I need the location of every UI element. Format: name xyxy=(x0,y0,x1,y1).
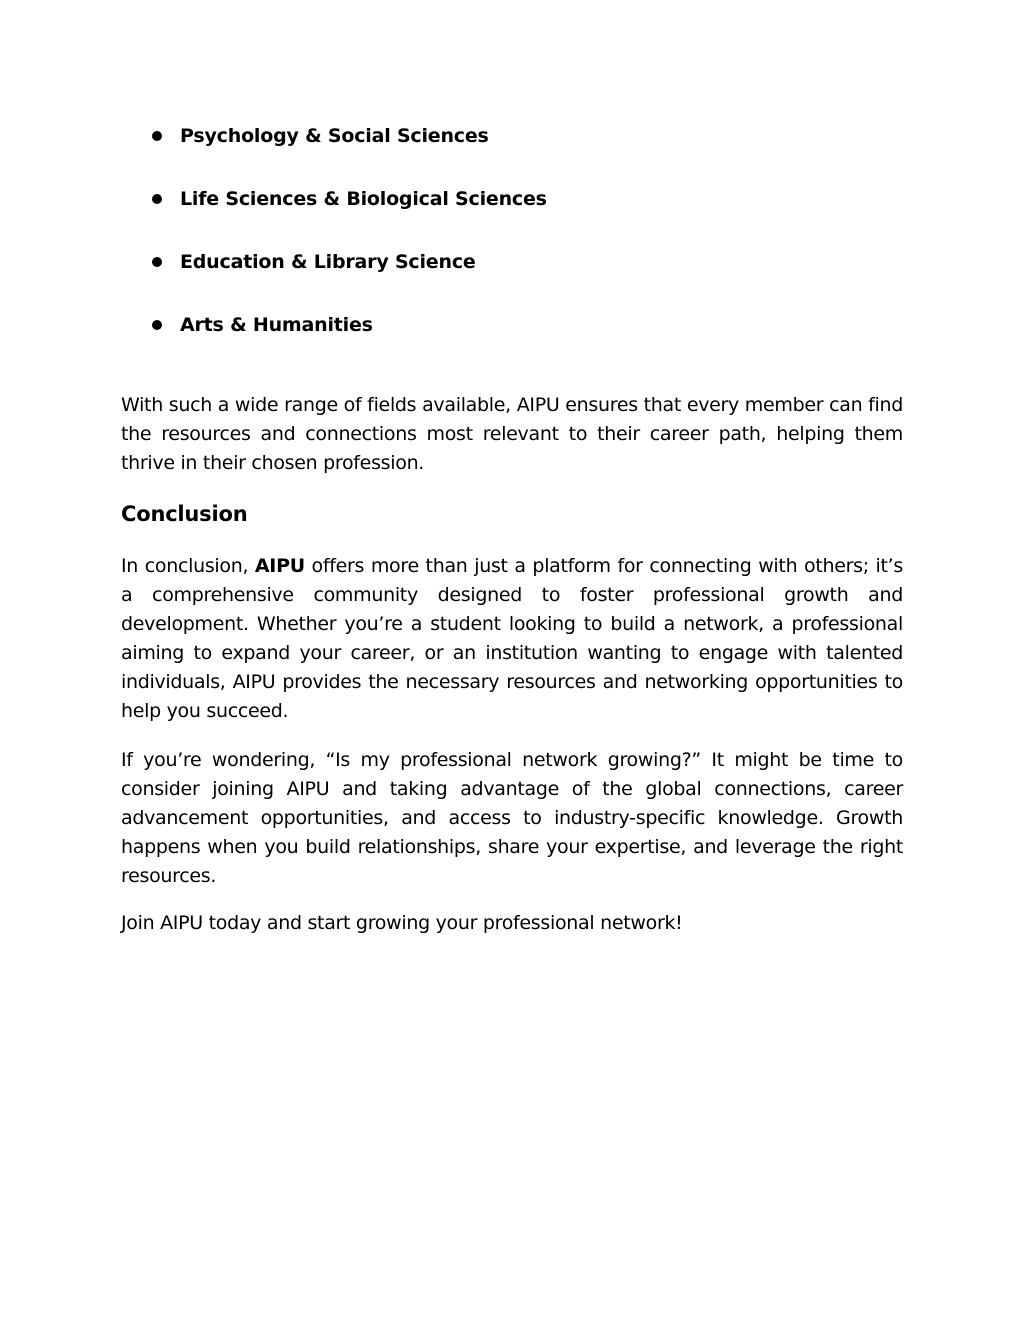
bullet-icon xyxy=(152,257,162,267)
conclusion-paragraph xyxy=(121,552,903,726)
bullet-icon xyxy=(152,131,162,141)
conclusion-prefix: In conclusion, xyxy=(121,555,255,577)
conclusion-heading: Conclusion xyxy=(121,502,248,526)
bullet-icon xyxy=(152,320,162,330)
fields-bullet-list xyxy=(152,122,547,374)
list-item xyxy=(152,311,547,339)
wondering-paragraph: If you’re wondering, “Is my professional network growing?” It might be time to consider joining AIPU and taking advantage of the global connections, career advancement opportunities, and access to industry-specific knowledge. Growth happens when you build relationships, share your expertise, and leverage the right resources. xyxy=(121,749,903,887)
bullet-label: Life Sciences & Biological Sciences xyxy=(180,188,547,210)
list-item xyxy=(152,248,547,276)
conclusion-rest: offers more than just a platform for connecting with others; it’s a comprehensive community designed to foster professional growth and development. Whether you’re a student looking to build a network, a professional aiming to expand your career, or an institution wanting to engage with talented individuals, AIPU provides the necessary resources and networking opportunities to help you succeed. xyxy=(121,555,903,722)
bullet-label: Psychology & Social Sciences xyxy=(180,125,489,147)
fields-paragraph: With such a wide range of fields available, AIPU ensures that every member can find the resources and connections most relevant to their career path, helping them thrive in their chosen profession. xyxy=(121,394,903,474)
bullet-label: Education & Library Science xyxy=(180,251,476,273)
list-item xyxy=(152,185,547,213)
bullet-label: Arts & Humanities xyxy=(180,314,373,336)
list-item xyxy=(152,122,547,150)
join-paragraph: Join AIPU today and start growing your professional network! xyxy=(121,912,683,934)
bullet-icon xyxy=(152,194,162,204)
conclusion-bold-term: AIPU xyxy=(254,555,305,577)
